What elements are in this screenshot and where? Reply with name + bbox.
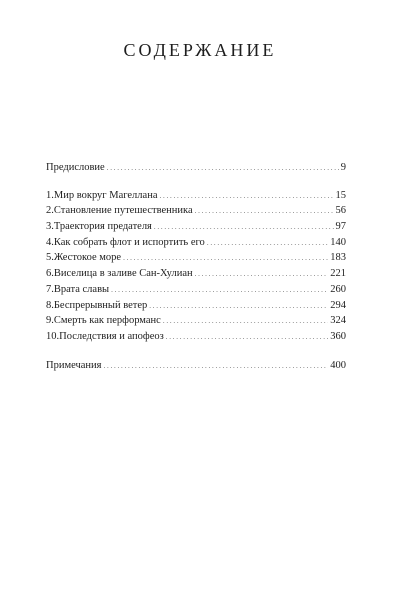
- toc-entry-chapter: [46, 282, 346, 298]
- dot-leader: [149, 299, 328, 314]
- chapter-number: 6.: [46, 268, 54, 280]
- toc-entry-chapter: [46, 298, 346, 314]
- toc-entry-label: Беспрерывный ветер: [53, 299, 148, 311]
- toc-entry-preface: [46, 160, 346, 176]
- dot-leader: [207, 236, 328, 251]
- dot-leader: [111, 283, 328, 298]
- dot-leader: [154, 220, 334, 235]
- toc-entry-chapter: [46, 235, 346, 251]
- toc-entry-label: Предисловие: [46, 162, 105, 173]
- toc-entry-chapter: [46, 329, 346, 345]
- toc-entry-page: 360: [330, 330, 346, 342]
- toc-entry-label: Как собрать флот и испортить его: [53, 236, 205, 248]
- dot-leader: [107, 161, 339, 176]
- chapter-list: [46, 188, 346, 345]
- toc-entry-label: Виселица в заливе Сан-Хулиан: [53, 268, 193, 280]
- toc-entry-page: 140: [330, 236, 346, 248]
- toc-entry-page: 97: [335, 221, 346, 233]
- table-of-contents: [46, 160, 346, 373]
- dot-leader: [159, 189, 333, 204]
- toc-entry-page: 324: [330, 315, 346, 327]
- dot-leader: [195, 204, 334, 219]
- toc-entry-chapter: [46, 203, 346, 219]
- toc-entry-chapter: [46, 266, 346, 282]
- dot-leader: [104, 359, 329, 374]
- toc-entry-label: Смерть как перформанс: [53, 315, 161, 327]
- dot-leader: [163, 314, 328, 329]
- chapter-number: 5.: [46, 252, 54, 264]
- toc-entry-page: 260: [330, 283, 346, 295]
- chapter-number: 10.: [46, 330, 60, 342]
- toc-entry-page: 15: [335, 189, 346, 201]
- dot-leader: [195, 267, 329, 282]
- toc-entry-label: Примечания: [46, 359, 102, 371]
- toc-entry-chapter: [46, 188, 346, 204]
- chapter-number: 7.: [46, 283, 54, 295]
- chapter-number: 8.: [46, 299, 54, 311]
- toc-entry-page: 183: [330, 252, 346, 264]
- chapter-number: 4.: [46, 236, 54, 248]
- toc-entry-page: 56: [335, 205, 346, 217]
- toc-entry-chapter: [46, 250, 346, 266]
- toc-entry-label: Жестокое море: [53, 252, 122, 264]
- dot-leader: [123, 251, 328, 266]
- toc-entry-label: Траектория предателя: [53, 221, 152, 233]
- toc-entry-label: Врата славы: [53, 283, 110, 295]
- chapter-number: 1.: [46, 189, 54, 201]
- chapter-number: 3.: [46, 221, 54, 233]
- dot-leader: [166, 330, 328, 345]
- toc-entry-page: 294: [330, 299, 346, 311]
- toc-entry-label: Мир вокруг Магеллана: [53, 189, 158, 201]
- toc-entry-page: 221: [330, 268, 346, 280]
- toc-entry-page: 400: [330, 359, 346, 371]
- toc-entry-label: Становление путешественника: [53, 205, 193, 217]
- toc-entry-page: 9: [340, 162, 346, 173]
- toc-entry-notes: [46, 358, 346, 374]
- chapter-number: 2.: [46, 205, 54, 217]
- page-title: СОДЕРЖАНИЕ: [123, 40, 277, 60]
- chapter-number: 9.: [46, 315, 54, 327]
- toc-entry-label: Последствия и апофеоз: [59, 330, 164, 342]
- toc-entry-chapter: [46, 219, 346, 235]
- toc-entry-chapter: [46, 313, 346, 329]
